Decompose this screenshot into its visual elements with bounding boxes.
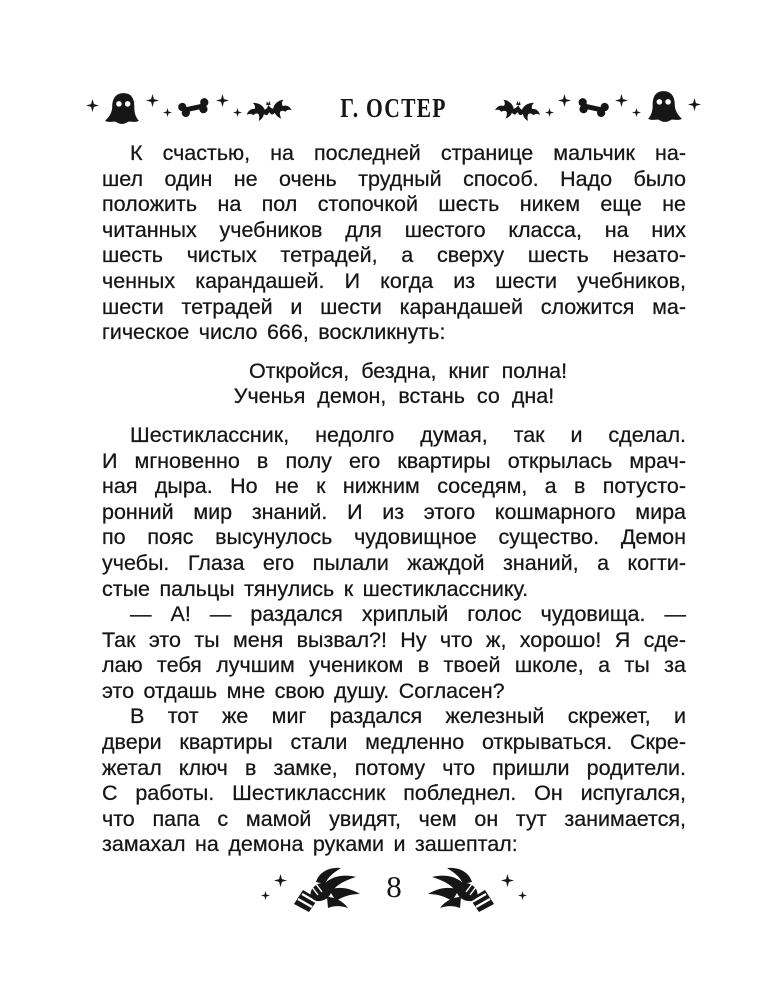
claw-icon (427, 867, 497, 913)
text-line: читанных учебников для шестого класса, на них (102, 217, 686, 242)
text-line: В тот же миг раздался железный скрежет, и (130, 704, 686, 729)
text-line: положить на пол стопочкой шесть никем еще не (102, 192, 686, 217)
ghost-icon (645, 89, 684, 124)
sparkle-icon (518, 891, 527, 900)
header-ornaments-left (86, 91, 292, 126)
footer-ornaments-left (261, 867, 361, 913)
paragraph (102, 602, 686, 704)
header-ornaments-right (495, 91, 701, 126)
ghost-icon (103, 91, 142, 126)
text-line: И мгновенно в полу его квартиры открылась мрач- (102, 448, 686, 473)
sparkle-icon (146, 94, 159, 107)
sparkle-icon (615, 94, 628, 107)
text-line: К счастью, на последней странице мальчик на- (130, 141, 686, 165)
sparkle-icon (501, 874, 514, 887)
bat-icon (245, 96, 293, 125)
bone-icon (573, 94, 612, 121)
text-line: лаю тебя лучшим учеником в твоей школе, а ты за (102, 653, 686, 678)
sparkle-icon (688, 98, 701, 111)
verse-line: Откройся, бездна, книг полна! (248, 358, 568, 383)
sparkle-icon (558, 94, 571, 107)
text-line: ронний мир знаний. И из этого кошмарного мира (102, 499, 686, 524)
footer-ornaments-right (427, 867, 527, 913)
page-number: 8 (386, 868, 402, 904)
sparkle-icon (163, 108, 172, 117)
paragraph (102, 423, 686, 602)
sparkle-icon (632, 108, 641, 117)
paragraph (102, 704, 686, 858)
text-line: это отдашь мне свою душу. Согласен? (102, 678, 505, 703)
bone-icon (174, 94, 213, 121)
text-line: шесть чистых тетрадей, а сверху шесть незато- (102, 243, 686, 268)
text-block (102, 141, 686, 858)
text-line: что папа с мамой увидят, чем он тут занимается, (102, 806, 686, 831)
text-line: Шестиклассник, недолго думая, так и сделал. (130, 422, 686, 447)
text-line: — А! — раздался хриплый голос чудовища. — (130, 602, 686, 627)
claw-icon (291, 867, 361, 913)
text-line: ная дыра. Но не к нижним соседям, а в потусто- (102, 474, 686, 499)
sparkle-icon (233, 108, 242, 117)
sparkle-icon (216, 94, 229, 107)
verse-block (102, 359, 686, 410)
text-line: ченных карандашей. И когда из шести учебников, (102, 268, 686, 293)
page-footer (102, 864, 686, 916)
sparkle-icon (261, 891, 270, 900)
sparkle-icon (86, 99, 99, 112)
text-line: двери квартиры стали медленно открываться. Скре- (102, 730, 686, 755)
text-line: стые пальцы тянулись к шестикласснику. (102, 576, 529, 601)
text-line: по пояс высунулось чудовищное существо. Демон (102, 525, 686, 550)
sparkle-icon (274, 874, 287, 887)
text-line: жетал ключ в замке, потому что пришли родители. (102, 755, 686, 780)
page-header (86, 84, 701, 132)
verse-line: Ученья демон, встань со дна! (233, 384, 555, 409)
text-line: шести тетрадей и шести карандашей сложится ма- (102, 294, 686, 319)
paragraph (102, 141, 686, 346)
sparkle-icon (545, 108, 554, 117)
text-line: гическое число 666, воскликнуть: (102, 320, 446, 345)
text-line: учебы. Глаза его пылали жаждой знаний, а когти- (102, 550, 686, 575)
running-title: Г. ОСТЕР (340, 92, 447, 123)
text-line: Так это ты меня вызвал?! Ну что ж, хорошо! Я сде- (102, 627, 686, 652)
text-line: шел один не очень трудный способ. Надо было (102, 166, 686, 191)
bat-icon (494, 96, 542, 125)
text-line: С работы. Шестиклассник побледнел. Он испугался, (102, 781, 686, 806)
text-line: замахал на демона руками и зашептал: (102, 832, 518, 857)
